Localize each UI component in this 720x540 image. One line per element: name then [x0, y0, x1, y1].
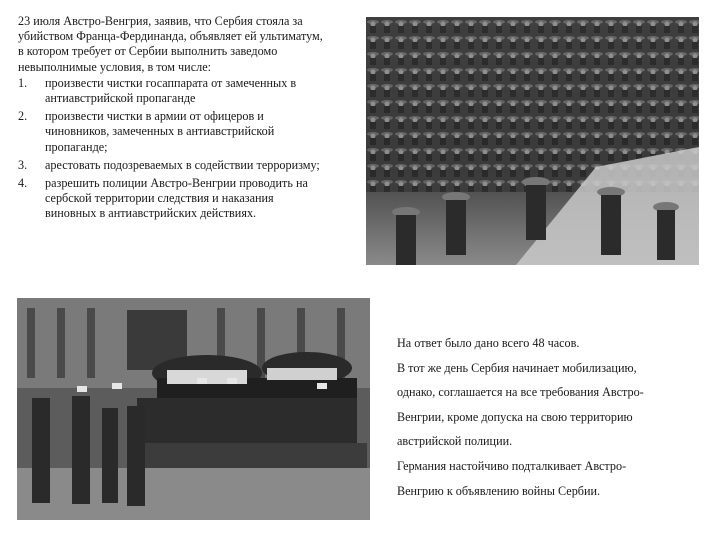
demand-text: разрешить полиции Австро-Венгрии проводить на сербской территории следствия и наказания виновных в антиавстрийских действиях.	[45, 176, 308, 221]
demand-item	[18, 176, 328, 222]
response-line: Германия настойчиво подталкивает Австро-	[397, 458, 627, 473]
demand-number: 1.	[18, 75, 28, 90]
demand-item	[18, 158, 328, 173]
serbia-response-text-block	[397, 336, 697, 508]
response-line: В тот же день Сербия начинает мобилизацию,	[397, 360, 637, 375]
demand-number: 3.	[18, 157, 28, 172]
demand-text: арестовать подозреваемых в содействии терроризму;	[45, 157, 320, 172]
demands-list	[18, 76, 328, 222]
ultimatum-text-block	[18, 14, 328, 225]
demand-item	[18, 109, 328, 155]
response-line: австрийской полиции.	[397, 434, 513, 449]
demand-text: произвести чистки госаппарата от замеченных в антиавстрийской пропаганде	[45, 75, 297, 106]
demand-item	[18, 76, 328, 106]
ultimatum-intro: 23 июля Австро-Венгрия, заявив, что Сербия стояла за убийством Франца-Фердинанда, объявляет ей ультиматум, в котором требует от Сербии выполнить заведомо невыполнимые условия, в том числе:	[18, 14, 323, 74]
response-line: Венгрии, кроме допуска на свою территорию	[397, 409, 633, 424]
demand-number: 2.	[18, 109, 28, 124]
response-line: Венгрию к объявлению войны Сербии.	[397, 483, 601, 498]
response-line: На ответ было дано всего 48 часов.	[397, 336, 580, 350]
response-line: однако, соглашается на все требования Австро-	[397, 385, 644, 400]
funeral-procession-photo	[17, 298, 370, 520]
demand-text: произвести чистки в армии от офицеров и чиновников, замеченных в антиавстрийской пропаганде;	[45, 109, 275, 154]
soldiers-formation-photo	[366, 17, 699, 265]
demand-number: 4.	[18, 176, 28, 191]
